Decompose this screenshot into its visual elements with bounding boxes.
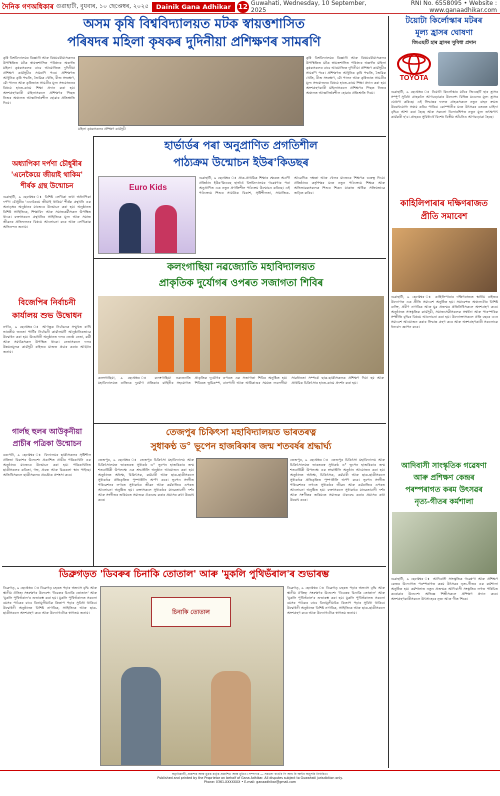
- toyota-subhead: জিএছটি হাৰ হ্ৰাসৰ সুবিধা প্ৰদান: [411, 40, 477, 46]
- lead-photo: [78, 56, 304, 126]
- tezpur-headline-line2: সুধাকণ্ঠ ড° ভূপেন হাজৰিকাৰ জন্ম শতবৰ্ষৰ শ্ৰদ্ধাৰ্ঘ্য: [150, 442, 332, 452]
- rescuer-4: [236, 318, 252, 372]
- page-number: 12: [238, 2, 248, 11]
- toyota-body: গুৱাহাটী, ৯ ছেপ্তেম্বৰ ঃ টয়োটা কিৰ্লোস্কাৰ মটৰে জিএছটি হাৰ হ্ৰাসৰ সম্পূৰ্ণ সুবিধা গ্ৰাহকলৈ আগবঢ়োৱাৰ উদ্দেশ্যে বিভিন্ন মডেলৰ মূল্য হ্ৰাসৰ ঘোষণা কৰিছে। এই সিদ্ধান্তৰ ফলত গ্ৰাহকসকলে নতুন বাহন ক্ৰয়ত উল্লেখযোগ্য সঞ্চয় কৰিব পাৰিব। কোম্পানীৰ মতে উৎসৱৰ বতৰত চাহিদা বৃদ্ধিৰ আশা কৰা হৈছে আৰু সকলো ডিলাৰশ্বিপত নতুন মূল্য তৎক্ষণাৎ কাৰ্যকৰী হ'ব। গ্ৰাহকৰ সুবিধাৰ্থে বিশেষ বিত্তীয় আঁচনিও আগবঢ়োৱা হৈছে।: [391, 90, 498, 119]
- adivasi-headline-line1: আদিবাসী সাংস্কৃতিক গৱেষণা: [401, 461, 487, 470]
- eurokids-banner-text: Euro Kids: [129, 183, 167, 192]
- footer-line1: স্বত্বাধিকাৰী, প্ৰকাশক আৰু মুদ্ৰক কৰ্তৃক প্ৰকাশিত আৰু মুদ্ৰিত। সম্পাদক — সকলো বাতৰি পি আৰ বি আইন অনুসৰি নিৰ্বাচিত।: [171, 772, 329, 776]
- rescuer-2: [184, 318, 200, 372]
- adivasi-photo: [392, 512, 497, 574]
- college-photo: [98, 296, 384, 374]
- college-headline-line2: প্ৰাকৃতিক দুৰ্যোগৰ ওপৰত সজাগতা শিবিৰ: [158, 278, 324, 289]
- masthead-rni: RNI No. 6558095 • Website : www.ganaadhikar.com: [410, 0, 497, 14]
- bjp-headline-line2: কাৰ্যালয় শুভ উদ্বোধন: [12, 310, 82, 320]
- adivasi-headline-line3: পৰম্পৰাগত কৰম উৎসৱৰ: [405, 485, 483, 494]
- essay-headline-line3: শীৰ্ষক গ্ৰন্থ উন্মোচন: [20, 181, 74, 190]
- tezpur-body-col2: তেজপুৰ, ৯ ছেপ্তেম্বৰ ঃ তেজপুৰ চিকিৎসা মহাবিদ্যালয় আৰু চিকিৎসালয়ত ভাৰতৰত্ন সুধাকণ্ঠ ড° ভূপেন হাজৰিকাৰ জন্ম শতবাৰ্ষিকী উপলক্ষে এক শ্ৰদ্ধাঞ্জলি অনুষ্ঠান আয়োজন কৰা হয়। অনুষ্ঠানত অধ্যক্ষ, চিকিৎসক, কৰ্মচাৰী আৰু ছাত্ৰ-ছাত্ৰীসকলে সুধাকণ্ঠৰ প্ৰতিকৃতিত পুষ্পাঞ্জলি অৰ্পণ কৰে। ভূপেন সংগীত পৰিৱেশনৰ লগতে সুধাকণ্ঠৰ জীৱন আৰু কৰ্মৰাজিৰ ওপৰত আলোচনা অনুষ্ঠিত হয়। বক্তাসকলে সুধাকণ্ঠৰ মানৱতাবাদী দৰ্শন আৰু সংগীতৰ জৰিয়তে সমাজক ঐক্যবদ্ধ কৰাৰ প্ৰয়াসৰ কথা উল্লেখ কৰে।: [290, 458, 385, 502]
- school-headline-line1: গাৰ্লছ হুলৰ আউকৃনীয়া: [11, 427, 83, 436]
- lead-headline-line1: অসম কৃষি বিশ্ববিদ্যালয়ত মটক স্বায়ত্তশাসিত: [83, 17, 305, 32]
- adivasi-body: গুৱাহাটী, ৯ ছেপ্তেম্বৰ ঃ আদিবাসী সাংস্কৃতিক গৱেষণা আৰু প্ৰশিক্ষণ কেন্দ্ৰৰ উদ্যোগত পৰম্পৰাগত কৰম উৎসৱৰ নৃত্য-গীতৰ এক কৰ্মশালা অনুষ্ঠিত হয়। কৰ্মশালাত নতুন প্ৰজন্মক আদিবাসী সংস্কৃতিৰ লগত পৰিচিত কৰোৱাৰ উদ্দেশ্যে অভিজ্ঞ শিল্পীসকলে প্ৰশিক্ষণ প্ৰদান কৰে। অংশগ্ৰহণকাৰীসকলে উৎসাহেৰে নৃত্য আৰু গীত শিকে।: [391, 577, 498, 601]
- toyota-headline-line1: টয়োটা কিৰ্লোস্কাৰ মটৰৰ: [405, 15, 483, 25]
- toyota-logo: [392, 52, 436, 86]
- rescuer-3: [210, 316, 226, 372]
- adivasi-headline-line4: নৃত্য-গীতৰ কৰ্মশালা: [414, 497, 474, 506]
- toyota-brand: TOYOTA: [399, 75, 429, 82]
- adivasi-headline-line2: আৰু প্ৰশিক্ষণ কেন্দ্ৰৰ: [413, 473, 475, 482]
- dibrugarh-top-rule: [2, 566, 386, 567]
- dibrugarh-headline: ডিব্ৰুগড়ত 'ডিবৰুৰ চিনাকি তোতাল' আৰু 'মুকলি পুথিভঁৰাল'ৰ শুভাৰম্ভ: [58, 569, 330, 580]
- kahilipara-photo: [392, 228, 497, 292]
- school-headline-line2: প্ৰাচীৰ পত্ৰিকা উন্মোচন: [12, 439, 82, 448]
- lead-headline-line2: পৰিষদৰ মহিলা কৃষকৰ দুদিনীয়া প্ৰশিক্ষণৰ সামৰণি: [67, 35, 321, 50]
- person-b: [211, 671, 251, 765]
- bjp-headline-line1: বিজেপিৰ নিৰ্বাচনী: [18, 297, 76, 307]
- bjp-body: নগাঁও, ৯ ছেপ্তেম্বৰ ঃ আগন্তুক নিৰ্বাচনক সন্মুখত ৰাখি ভাৰতীয় জনতা পাৰ্টিৰ নিৰ্বাচনী কাৰ্যালয়টি আনুষ্ঠানিকভাৱে উদ্বোধন কৰা হয়। উদ্বোধনী অনুষ্ঠানত দলৰ জ্যেষ্ঠ নেতা, কৰ্মী আৰু সমৰ্থকসকল উপস্থিত থাকে। নেতাসকলে দলৰ উন্নয়নমূলক কাৰ্যসূচী ৰাইজৰ মাজত প্ৰচাৰ কৰাৰ আহ্বান জনায়।: [3, 325, 91, 354]
- person-a: [121, 667, 161, 765]
- tezpur-headline-line1: তেজপুৰ চিকিৎসা মহাবিদ্যালয়ত ভাৰতৰত্ন: [165, 428, 317, 438]
- school-body: বৰপেটা, ৯ ছেপ্তেম্বৰ ঃ বিদ্যালয়ৰ ছাত্ৰীসকলৰ সৃষ্টিশীল প্ৰতিভা বিকাশৰ উদ্দেশ্যে প্ৰকাশিত প্ৰাচীৰ পত্ৰিকাখনি এক অনুষ্ঠানৰ মাজেৰে উন্মোচন কৰা হয়। পত্ৰিকাখনিত ছাত্ৰীসকলৰ কবিতা, গল্প, প্ৰবন্ধ আৰু চিত্ৰকলা স্থান পাইছে। অতিথিসকলে ছাত্ৰীসকলৰ প্ৰচেষ্টাক প্ৰশংসা কৰে।: [3, 453, 91, 477]
- kahilipara-headline-line1: কাহিলিপাৰাৰ দক্ষিণৰাজত: [400, 199, 488, 209]
- college-top-rule: [94, 258, 386, 259]
- tezpur-top-rule: [94, 423, 386, 424]
- harvard-headline-line2: পাঠ্যক্ৰম উন্মোচন ইউৰ'কিডছৰ: [173, 156, 309, 169]
- harvard-top-rule: [94, 136, 386, 137]
- rescuer-1: [158, 316, 174, 372]
- essay-headline-line2: 'এনেকৈয়ে জীয়াই থাকিম': [11, 170, 83, 179]
- harvard-headline-line1: হাৰ্ভাৰ্ডৰ পৰা অনুপ্ৰাণিত প্ৰগতিশীল: [164, 139, 318, 152]
- person-left: [119, 203, 141, 253]
- lead-body-col1: কৃষি বিশ্ববিদ্যালয়ৰ বিজ্ঞানী আৰু বিষয়ববীয়াসকলৰ উপস্থিতিত মটক স্বায়ত্তশাসিত পৰিষদৰ অন্তৰ্গত মহিলা কৃষকসকলৰ বাবে আয়োজিত দুদিনীয়া প্ৰশিক্ষণ কাৰ্যসূচীৰ সামৰণি পৰে। প্ৰশিক্ষণত আধুনিক কৃষি পদ্ধতি, জৈৱিক খেতি, বীজ সংৰক্ষণ, মৌ পালন আৰু কৃষিজাত সামগ্ৰীৰ মূল্য সংযোজনৰ বিষয়ে হাতে-কামে শিক্ষা প্ৰদান কৰা হয়। অংশগ্ৰহণকাৰী মহিলাসকলে প্ৰশিক্ষণৰ পিছত নিজৰ অঞ্চলত আত্মনিৰ্ভৰশীল হোৱাৰ প্ৰতিশ্ৰুতি দিয়ে।: [3, 56, 75, 105]
- lead-body-col2: কৃষি বিশ্ববিদ্যালয়ৰ বিজ্ঞানী আৰু বিষয়ববীয়াসকলৰ উপস্থিতিত মটক স্বায়ত্তশাসিত পৰিষদৰ অন্তৰ্গত মহিলা কৃষকসকলৰ বাবে আয়োজিত দুদিনীয়া প্ৰশিক্ষণ কাৰ্যসূচীৰ সামৰণি পৰে। প্ৰশিক্ষণত আধুনিক কৃষি পদ্ধতি, জৈৱিক খেতি, বীজ সংৰক্ষণ, মৌ পালন আৰু কৃষিজাত সামগ্ৰীৰ মূল্য সংযোজনৰ বিষয়ে হাতে-কামে শিক্ষা প্ৰদান কৰা হয়। অংশগ্ৰহণকাৰী মহিলাসকলে প্ৰশিক্ষণৰ পিছত নিজৰ অঞ্চলত আত্মনিৰ্ভৰশীল হোৱাৰ প্ৰতিশ্ৰুতি দিয়ে।: [306, 56, 386, 95]
- toyota-headline-line2: মূল্য হ্ৰাসৰ ঘোষণা: [415, 27, 473, 37]
- dibrugarh-sign: চিনাকি তোতাল: [151, 597, 231, 627]
- footer-line2: Published and printed by the Proprietor on behalf of Gana Adhikar. All disputes subject to Guwahati jurisdiction only.: [157, 776, 343, 781]
- college-body: কলংগাছিয়া, ৯ ছেপ্তেম্বৰ ঃ কলংগাছিয়া নৱজ্যোতি মহাবিদ্যালয়ত ৰাজ্যিক দুৰ্যোগ প্ৰতিকাৰ বাহিনীৰ সহযোগত প্ৰাকৃতিক দুৰ্যোগৰ ওপৰত এক সজাগতা শিবিৰ অনুষ্ঠিত হয়। শিবিৰত ভূমিকম্প, বানপানী আৰু অগ্নিকাণ্ডৰ সময়ত লবলগীয়া সাৱধানতা সম্পৰ্কে ছাত্ৰ-ছাত্ৰীসকলক প্ৰশিক্ষণ দিয়া হয় আৰু প্ৰাথমিক চিকিৎসাৰ হাতে-কামে প্ৰদৰ্শন কৰা হয়।: [98, 376, 384, 385]
- toyota-car-image: [438, 52, 498, 86]
- person-right: [155, 205, 177, 253]
- masthead-date-assamese: গুৱাহাটী, বুধবাৰ, ১০ ছেপ্তেম্বৰ, ২০২৫: [56, 3, 149, 10]
- college-headline-line1: কলংগাছিয়া নৱজ্যোতি মহাবিদ্যালয়ত: [167, 262, 315, 273]
- masthead: [0, 0, 500, 14]
- footer-line3: Phone: 0361-XXXXXXX • E-mail: ganaadhikar@gmail.com: [203, 780, 297, 785]
- column-divider-left: [93, 136, 94, 566]
- dibrugarh-photo: [100, 586, 284, 766]
- essay-headline-line1: অধ্যাপিকা দৰ্পণা চৌধুৰীৰ: [12, 159, 82, 168]
- kahilipara-body: গুৱাহাটী, ৯ ছেপ্তেম্বৰ ঃ কাহিলিপাৰাৰ দক্ষিণৰাজত স্থানীয় ৰাইজৰ উদ্যোগত এক প্ৰীতি সমাবেশ অনুষ্ঠিত হয়। সমাবেশত অঞ্চলটোৰ বিশিষ্ট ব্যক্তি, প্ৰবীণ নাগৰিক আৰু যুৱ প্ৰজন্মৰ প্ৰতিনিধিসকলে অংশগ্ৰহণ কৰে। অনুষ্ঠানত সাংস্কৃতিক কাৰ্যসূচী, সমাজসেৱীসকলক সম্বৰ্ধনা আৰু পাৰস্পৰিক সম্প্ৰীতি বৃদ্ধিৰ বিষয়ে আলোচনা কৰা হয়। উদ্যোক্তাসকলে প্ৰতি বছৰে এনে সমাবেশ আয়োজন কৰাৰ সিদ্ধান্ত গ্ৰহণ কৰে আৰু অংশগ্ৰহণকাৰী সকলোকে ধন্যবাদ জ্ঞাপন কৰে।: [391, 295, 498, 329]
- footer-imprint: [0, 770, 500, 796]
- kahilipara-headline-line2: প্ৰীতি সমাবেশ: [420, 212, 468, 222]
- column-divider-right: [388, 16, 389, 768]
- harvard-photo: [98, 176, 196, 254]
- tezpur-body-col1: তেজপুৰ, ৯ ছেপ্তেম্বৰ ঃ তেজপুৰ চিকিৎসা মহাবিদ্যালয় আৰু চিকিৎসালয়ত ভাৰতৰত্ন সুধাকণ্ঠ ড° ভূপেন হাজৰিকাৰ জন্ম শতবাৰ্ষিকী উপলক্ষে এক শ্ৰদ্ধাঞ্জলি অনুষ্ঠান আয়োজন কৰা হয়। অনুষ্ঠানত অধ্যক্ষ, চিকিৎসক, কৰ্মচাৰী আৰু ছাত্ৰ-ছাত্ৰীসকলে সুধাকণ্ঠৰ প্ৰতিকৃতিত পুষ্পাঞ্জলি অৰ্পণ কৰে। ভূপেন সংগীত পৰিৱেশনৰ লগতে সুধাকণ্ঠৰ জীৱন আৰু কৰ্মৰাজিৰ ওপৰত আলোচনা অনুষ্ঠিত হয়। বক্তাসকলে সুধাকণ্ঠৰ মানৱতাবাদী দৰ্শন আৰু সংগীতৰ জৰিয়তে সমাজক ঐক্যবদ্ধ কৰাৰ প্ৰয়াসৰ কথা উল্লেখ কৰে।: [98, 458, 194, 502]
- lead-caption: মহিলা কৃষকসকলৰ প্ৰশিক্ষণ কাৰ্যসূচী: [78, 127, 126, 131]
- dibrugarh-body-col2: ডিব্ৰুগড়, ৯ ছেপ্তেম্বৰ ঃ ডিব্ৰুগড় চহৰত পঢ়াৰ অভ্যাস বৃদ্ধি আৰু স্থানীয় ঐতিহ্য সংৰক্ষণৰ উদ্দেশ্যে 'ডিবৰুৰ চিনাকি তোতাল' আৰু 'মুকলি পুথিভঁৰাল'ৰ শুভাৰম্ভ কৰা হয়। মুকলি পুথিভঁৰালত সকলো বয়সৰ পাঠকৰ বাবে বিনামূলীয়াকৈ কিতাপ পঢ়াৰ সুবিধা থাকিব। উদ্বোধনী অনুষ্ঠানত বিশিষ্ট নাগৰিক, সাহিত্যিক আৰু ছাত্ৰ-ছাত্ৰীসকলে অংশগ্ৰহণ কৰে আৰু উদ্যোগটোক স্বাগতম জনায়।: [287, 586, 385, 615]
- masthead-logo: দৈনিক গণঅধিকাৰ: [2, 2, 54, 11]
- tezpur-photo: [196, 458, 288, 518]
- dibrugarh-body-col1: ডিব্ৰুগড়, ৯ ছেপ্তেম্বৰ ঃ ডিব্ৰুগড় চহৰত পঢ়াৰ অভ্যাস বৃদ্ধি আৰু স্থানীয় ঐতিহ্য সংৰক্ষণৰ উদ্দেশ্যে 'ডিবৰুৰ চিনাকি তোতাল' আৰু 'মুকলি পুথিভঁৰাল'ৰ শুভাৰম্ভ কৰা হয়। মুকলি পুথিভঁৰালত সকলো বয়সৰ পাঠকৰ বাবে বিনামূলীয়াকৈ কিতাপ পঢ়াৰ সুবিধা থাকিব। উদ্বোধনী অনুষ্ঠানত বিশিষ্ট নাগৰিক, সাহিত্যিক আৰু ছাত্ৰ-ছাত্ৰীসকলে অংশগ্ৰহণ কৰে আৰু উদ্যোগটোক স্বাগতম জনায়।: [3, 586, 97, 615]
- masthead-date-english: Guwahati, Wednesday, 10 September, 2025: [250, 0, 367, 14]
- harvard-body: গুৱাহাটী, ৯ ছেপ্তেম্বৰ ঃ প্ৰাক-প্ৰাথমিক শিক্ষাৰ ক্ষেত্ৰত অগ্ৰণী প্ৰতিষ্ঠান ইউৰ'কিডছে হাৰ্ভাৰ্ড বিশ্ববিদ্যালয়ৰ গৱেষণাৰ পৰা অনুপ্ৰাণিত এক নতুন প্ৰগতিশীল পাঠ্যক্ৰম উন্মোচন কৰিছে। এই পাঠ্যক্ৰমে শিশুৰ সামগ্ৰিক বিকাশ, সৃষ্টিশীলতা, সামাজিক-আৱেগিক দক্ষতা আৰু খেলৰ মাজেৰে শিক্ষণক গুৰুত্ব দিয়ে। প্ৰতিষ্ঠানৰ কৰ্তৃপক্ষৰ মতে নতুন পাঠ্যক্ৰমে শিক্ষক আৰু অভিভাৱকসকলক শিশুৰ শিকন যাত্ৰাত অধিক সক্ৰিয়ভাৱে জড়িত কৰিব।: [199, 176, 385, 195]
- masthead-paper-name: Dainik Gana Adhikar: [152, 2, 235, 12]
- essay-body: গুৱাহাটী, ৯ ছেপ্তেম্বৰ ঃ বিশিষ্ট লেখিকা তথা অধ্যাপিকা দৰ্পণা চৌধুৰীৰ 'এনেকৈয়ে জীয়াই থাকিম' শীৰ্ষক গ্ৰন্থখনি এক অনাড়ম্বৰ অনুষ্ঠানৰ মাজেৰে উন্মোচন কৰা হয়। অনুষ্ঠানত বিশিষ্ট সাহিত্যিক, শিক্ষাবিদ আৰু সমাজকৰ্মীসকল উপস্থিত থাকে। বক্তাসকলে গ্ৰন্থখনিৰ সাহিত্যিক মূল্য আৰু সমাজ জীৱনৰ প্ৰতিফলনৰ বিষয়ে আলোচনা কৰে আৰু লেখিকাক অভিনন্দন জনায়।: [3, 195, 91, 229]
